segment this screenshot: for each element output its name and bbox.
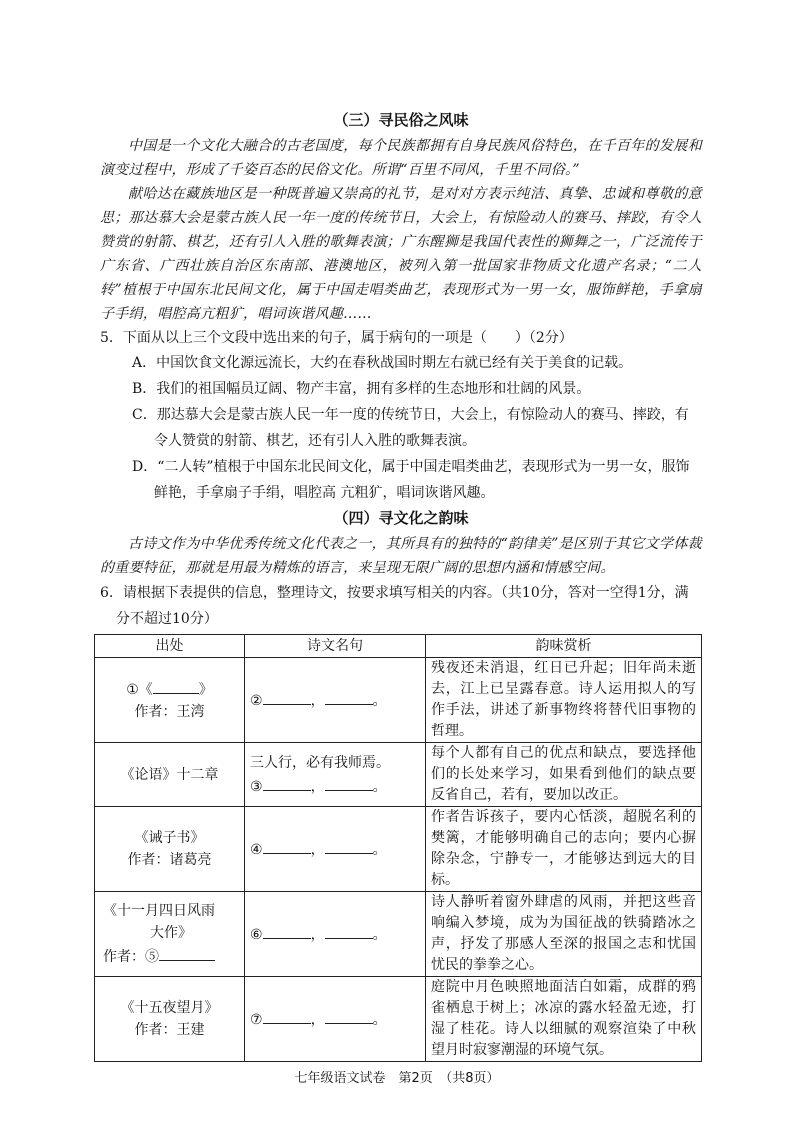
section4-title: （四）寻文化之韵味 <box>333 509 469 527</box>
answer-blank-7a[interactable] <box>263 1007 311 1024</box>
answer-blank-6a[interactable] <box>263 922 311 939</box>
answer-blank-4a[interactable] <box>263 837 311 854</box>
table-row <box>95 892 702 977</box>
appreciation-cell: 每个人都有自己的优点和缺点，要选择他们的长处来学习，如果看到他们的缺点要反省自己，若有，要加以改正。 <box>426 743 702 807</box>
verse-cell: ② ， 。 <box>245 658 426 743</box>
page-footer: 七年级语文试卷 第2页 （共8页） <box>294 1071 500 1086</box>
answer-blank-5[interactable] <box>159 944 215 961</box>
table-row <box>95 807 702 892</box>
answer-blank-7b[interactable] <box>325 1007 373 1024</box>
question5-options <box>132 350 702 506</box>
question5-option-c[interactable]: C．那达慕大会是蒙古族人民一年一度的传统节日，大会上，有惊险动人的赛马、摔跤，有令人赞赏的射箭、棋艺，还有引人入胜的歌舞表演。 <box>132 407 689 449</box>
table-row <box>95 743 702 807</box>
verse-cell: 三人行，必有我师焉。 ③ ， 。 <box>245 743 426 807</box>
header-source: 出处 <box>95 635 245 658</box>
appreciation-cell: 诗人静听着窗外肆虐的风雨，并把这些音响编入梦境，成为为国征战的铁骑踏冰之声，抒发了那感人至深的报国之志和忧国忧民的拳拳之心。 <box>426 892 702 977</box>
question5-option-d[interactable]: D．“二人转”植根于中国东北民间文化，属于中国走唱类曲艺，表现形式为一男一女，服饰鲜艳，手拿扇子手绢，唱腔高 亢粗犷，唱词诙谐风趣。 <box>132 459 690 501</box>
answer-blank-2a[interactable] <box>263 688 311 705</box>
source-cell: 《论语》十二章 <box>95 743 245 807</box>
poem-table <box>94 634 702 1062</box>
table-header-row <box>95 635 702 658</box>
section3-paragraph-2: 献哈达在藏族地区是一种既普遍又崇高的礼节，是对对方表示纯洁、真挚、忠诚和尊敬的意思；那达慕大会是蒙古族人民一年一度的传统节日，大会上，有惊险动人的赛马、摔跤，有令人赞赏的射箭、棋艺，还有引人入胜的歌舞表演；广东醒狮是我国代表性的狮舞之一，广泛流传于广东省、广西壮族自治区东南部、港澳地区，被列入第一批国家非物质文化遗产名录；“二人转”植根于中国东北民间文化，属于中国走唱类曲艺，表现形式为一男一女，服饰鲜艳，手拿扇子手绢，唱腔高亢粗犷，唱词诙谐风趣…… <box>100 186 702 322</box>
appreciation-cell: 庭院中月色映照地面洁白如霜，成群的鸦雀栖息于树上；冰凉的露水轻盈无迹，打湿了桂花。诗人以细腻的观察渲染了中秋望月时寂寥潮湿的环境气氛。 <box>426 977 702 1062</box>
source-cell: 《十五夜望月》 作者：王建 <box>95 977 245 1062</box>
header-verse: 诗文名句 <box>245 635 426 658</box>
answer-blank-1[interactable] <box>153 677 199 694</box>
question5-stem: 5．下面从以上三个文段中选出来的句子，属于病句的一项是（ ）（2分） <box>100 330 573 346</box>
verse-cell: ⑦ ， 。 <box>245 977 426 1062</box>
section3-title: （三）寻民俗之风味 <box>333 111 469 129</box>
answer-blank-3b[interactable] <box>325 774 373 791</box>
header-appreciation: 韵味赏析 <box>426 635 702 658</box>
source-cell: 《十一月四日风雨 大作》 作者：⑤ <box>95 892 245 977</box>
answer-blank-4b[interactable] <box>325 837 373 854</box>
question5-option-b[interactable]: B．我们的祖国幅员辽阔、物产丰富，拥有多样的生态地形和壮阔的风景。 <box>132 381 591 397</box>
table-row <box>95 977 702 1062</box>
answer-blank-3a[interactable] <box>263 774 311 791</box>
question5-option-a[interactable]: A．中国饮食文化源远流长，大约在春秋战国时期左右就已经有关于美食的记载。 <box>132 355 633 371</box>
answer-blank-2b[interactable] <box>325 688 373 705</box>
source-cell: 《诫子书》 作者：诸葛亮 <box>95 807 245 892</box>
section3-paragraph-1: 中国是一个文化大融合的古老国度，每个民族都拥有自身民族风俗特色，在千百年的发展和演变过程中，形成了千姿百态的民俗文化。所谓“百里不同风，千里不同俗。” <box>100 138 702 178</box>
question6-stem: 6．请根据下表提供的信息，整理诗文，按要求填写相关的内容。（共10分，答对一空得1分，满分不超过10分） <box>100 585 689 627</box>
table-row <box>95 658 702 743</box>
appreciation-cell: 作者告诉孩子，要内心恬淡，超脱名利的樊篱，才能够明确自己的志向；要内心摒除杂念，宁静专一，才能够达到远大的目标。 <box>426 807 702 892</box>
verse-cell: ⑥ ， 。 <box>245 892 426 977</box>
answer-blank-6b[interactable] <box>325 922 373 939</box>
section4-paragraph: 古诗文作为中华优秀传统文化代表之一，其所具有的独特的“韵律美”是区别于其它文学体裁的重要特征，那就是用最为精炼的语言，来呈现无限广阔的思想内涵和情感空间。 <box>100 536 702 576</box>
source-cell: ①《 》 作者：王湾 <box>95 658 245 743</box>
verse-cell: ④ ， 。 <box>245 807 426 892</box>
appreciation-cell: 残夜还未消退，红日已升起；旧年尚未逝去，江上已呈露春意。诗人运用拟人的写作手法，讲述了新事物终将替代旧事物的哲理。 <box>426 658 702 743</box>
